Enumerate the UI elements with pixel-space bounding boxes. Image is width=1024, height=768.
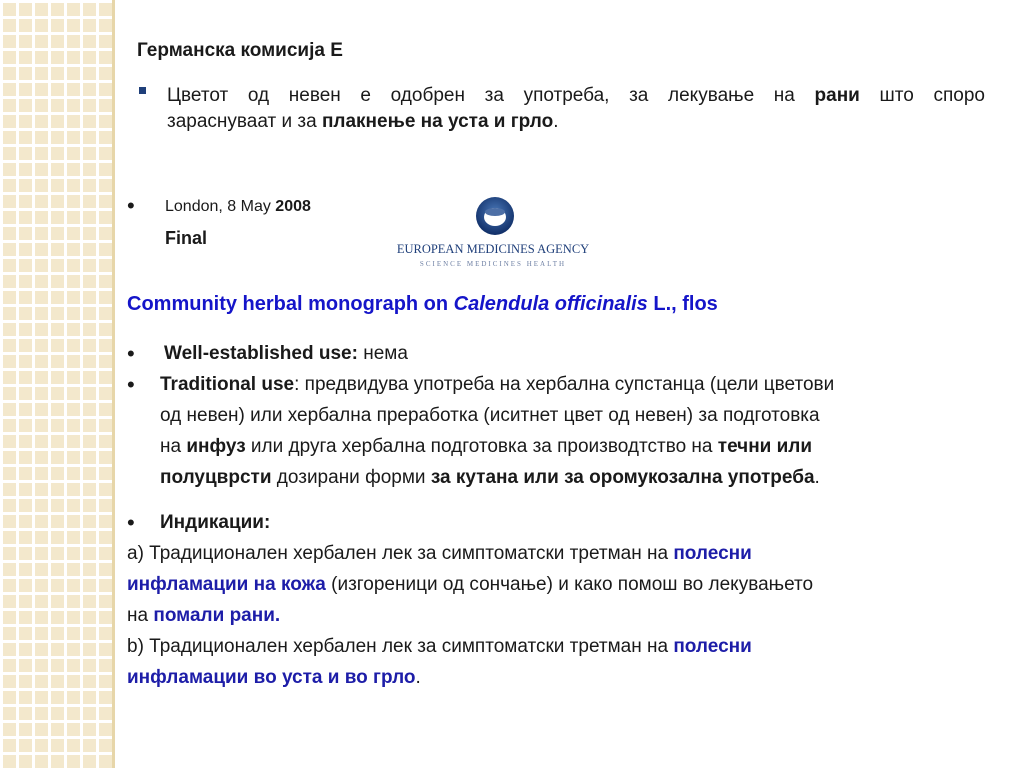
slide-heading: Германска комисија Е	[137, 40, 343, 61]
indication-b-line1: b) Традиционален хербален лек за симптоматски третман на полесни	[127, 636, 752, 657]
bullet-dot-icon: •	[127, 193, 135, 218]
commission-statement-line2: зараснуваат и за плакнење на уста и грло.	[167, 111, 559, 132]
indication-a-line1: а) Традиционален хербален лек за симптоматски третман на полесни	[127, 543, 752, 564]
source-date: London, 8 May 2008	[165, 198, 311, 215]
traditional-use-line1: Traditional use: предвидува употреба на хербална супстанца (цели цветови	[160, 374, 835, 395]
indication-a-line3: на помали рани.	[127, 605, 281, 626]
sidebar-divider	[112, 0, 115, 768]
document-status: Final	[165, 228, 208, 248]
indication-b-line2: инфламации во уста и во грло.	[127, 667, 421, 688]
bullet-dot-icon: •	[127, 341, 135, 366]
traditional-use-line2: од невен) или хербална преработка (иситнет цвет од невен) за подготовка	[160, 405, 820, 426]
indications-label: Индикации:	[160, 512, 271, 533]
traditional-use-line4: полуцврсти дозирани форми за кутана или за оромукозална употреба.	[160, 467, 820, 488]
indication-a-line2: инфламации на кожа (изгореници од сончање) и како помош во лекувањето	[127, 574, 814, 595]
decorative-sidebar	[0, 0, 112, 768]
svg-text:SCIENCE MEDICINES HEALTH: SCIENCE MEDICINES HEALTH	[419, 260, 567, 268]
monograph-title: Community herbal monograph on Calendula officinalis L., flos	[127, 293, 718, 315]
traditional-use-line3: на инфуз или друга хербална подготовка за производтство на течни или	[160, 436, 813, 457]
svg-text:EUROPEAN MEDICINES AGENCY: EUROPEAN MEDICINES AGENCY	[396, 242, 590, 256]
bullet-dot-icon: •	[127, 510, 135, 535]
ema-logo-icon	[393, 195, 593, 269]
well-established-use: Well-established use: нема	[164, 343, 408, 364]
square-bullet-icon	[139, 87, 146, 94]
commission-statement-line1: Цветот од невен е одобрен за употреба, за лекување на рани што споро	[167, 85, 985, 106]
bullet-dot-icon: •	[127, 372, 135, 397]
